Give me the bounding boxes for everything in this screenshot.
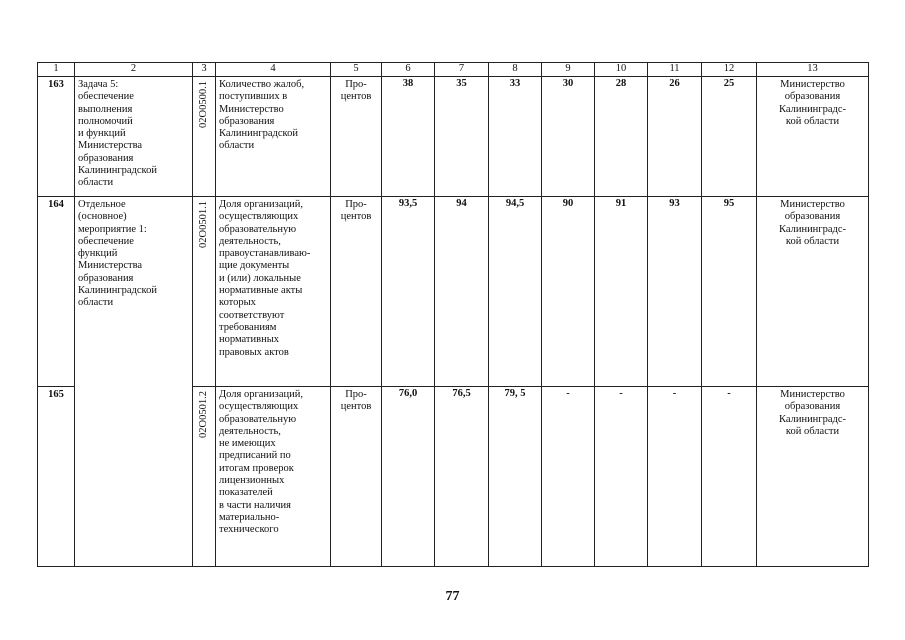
- text-line: деятельность,: [219, 235, 281, 247]
- column-number: 8: [489, 63, 542, 77]
- column-number: 4: [216, 63, 331, 77]
- column-number: 2: [75, 63, 193, 77]
- task-cell: [75, 77, 193, 197]
- value-cell: 30: [542, 77, 595, 197]
- text-line: кой области: [785, 425, 840, 437]
- indicator-cell: [216, 77, 331, 197]
- value-cell: 26: [648, 77, 702, 197]
- column-number: 10: [595, 63, 648, 77]
- text-line: образовательную: [219, 223, 297, 235]
- text-line: Министерства: [78, 140, 143, 152]
- table-row: [38, 77, 869, 197]
- text-line: кой области: [785, 235, 840, 247]
- column-number: 5: [331, 63, 382, 77]
- text-line: и функций: [78, 128, 126, 140]
- text-line: Министерство: [219, 103, 284, 115]
- text-line: осуществляющих: [219, 211, 299, 223]
- value-cell: 33: [489, 77, 542, 197]
- value-cell: 93,5: [382, 197, 435, 387]
- text-line: выполнения: [78, 103, 133, 115]
- text-line: соответствуют: [219, 309, 285, 321]
- text-line: правоустанавливаю-: [219, 248, 311, 260]
- text-line: Калининградс-: [778, 413, 847, 425]
- text-line: Министерство: [780, 199, 845, 210]
- unit-cell: [331, 77, 382, 197]
- column-number: 9: [542, 63, 595, 77]
- text-line: которых: [219, 297, 256, 309]
- text-line: центов: [340, 91, 372, 103]
- value-cell: 94,5: [489, 197, 542, 387]
- text-line: мероприятие 1:: [78, 223, 147, 235]
- text-line: области: [78, 297, 114, 309]
- text-line: нормативных: [219, 334, 280, 346]
- value-cell: 28: [595, 77, 648, 197]
- text-line: полномочий: [78, 115, 133, 127]
- text-line: Задача 5:: [78, 79, 119, 90]
- text-line: обеспечение: [78, 91, 134, 103]
- indicator-cell: [216, 387, 331, 567]
- value-cell: 95: [702, 197, 757, 387]
- value-cell: -: [542, 387, 595, 567]
- text-line: функций: [78, 248, 118, 260]
- text-line: Про-: [345, 389, 367, 400]
- page-number: 77: [445, 589, 460, 604]
- text-line: деятельность,: [219, 425, 281, 437]
- value-cell: 76,0: [382, 387, 435, 567]
- text-line: Калининградс-: [778, 223, 847, 235]
- text-line: Калининградс-: [778, 103, 847, 115]
- value-cell: 76,5: [435, 387, 489, 567]
- text-line: предписаний по: [219, 450, 291, 462]
- column-number: 13: [757, 63, 869, 77]
- text-line: лицензионных: [219, 475, 285, 487]
- text-line: области: [78, 177, 114, 189]
- text-line: правовых актов: [219, 346, 289, 358]
- text-line: Доля организаций,: [219, 199, 303, 210]
- text-line: поступивших в: [219, 91, 288, 103]
- text-line: Доля организаций,: [219, 389, 303, 400]
- unit-cell: [331, 387, 382, 567]
- text-line: образования: [784, 91, 841, 103]
- value-cell: -: [595, 387, 648, 567]
- value-cell: 38: [382, 77, 435, 197]
- text-line: центов: [340, 401, 372, 413]
- value-cell: 94: [435, 197, 489, 387]
- text-line: (основное): [78, 211, 127, 223]
- value-cell: 79, 5: [489, 387, 542, 567]
- text-line: технического: [219, 524, 279, 536]
- value-cell: -: [702, 387, 757, 567]
- text-line: не имеющих: [219, 438, 276, 450]
- indicator-code: 02O0501.1: [197, 201, 209, 248]
- code-cell: [193, 197, 216, 387]
- text-line: образования: [219, 115, 275, 127]
- text-line: показателей: [219, 487, 273, 499]
- text-line: осуществляющих: [219, 401, 299, 413]
- text-line: образования: [78, 272, 134, 284]
- table-row: [38, 197, 869, 387]
- text-line: щие документы: [219, 260, 290, 272]
- text-line: нормативные акты: [219, 285, 303, 297]
- text-line: Отдельное: [78, 199, 126, 210]
- column-number: 6: [382, 63, 435, 77]
- text-line: образовательную: [219, 413, 297, 425]
- text-line: Министерство: [780, 389, 845, 400]
- responsible-cell: [757, 387, 869, 567]
- value-cell: 35: [435, 77, 489, 197]
- value-cell: 25: [702, 77, 757, 197]
- column-number: 12: [702, 63, 757, 77]
- indicator-cell: [216, 197, 331, 387]
- column-number: 7: [435, 63, 489, 77]
- value-cell: 90: [542, 197, 595, 387]
- value-cell: 91: [595, 197, 648, 387]
- column-number: 1: [38, 63, 75, 77]
- value-cell: 93: [648, 197, 702, 387]
- column-number: 3: [193, 63, 216, 77]
- text-line: Калининградской: [78, 165, 157, 177]
- row-number: 165: [38, 387, 75, 567]
- row-number: 164: [38, 197, 75, 387]
- text-line: Калининградской: [219, 128, 298, 140]
- text-line: в части наличия: [219, 499, 291, 511]
- text-line: образования: [78, 152, 134, 164]
- text-line: Про-: [345, 79, 367, 90]
- text-line: кой области: [785, 115, 840, 127]
- text-line: требованиям: [219, 321, 277, 333]
- text-line: обеспечение: [78, 235, 134, 247]
- text-line: и (или) локальные: [219, 272, 301, 284]
- text-line: материально-: [219, 511, 280, 523]
- task-cell: [75, 197, 193, 567]
- indicators-table: [37, 62, 869, 567]
- text-line: образования: [784, 401, 841, 413]
- indicator-code: 02O0501.2: [197, 391, 209, 438]
- text-line: Про-: [345, 199, 367, 210]
- text-line: образования: [784, 211, 841, 223]
- responsible-cell: [757, 77, 869, 197]
- value-cell: -: [648, 387, 702, 567]
- column-number: 11: [648, 63, 702, 77]
- text-line: Калининградской: [78, 285, 157, 297]
- row-number: 163: [38, 77, 75, 197]
- text-line: Количество жалоб,: [219, 79, 305, 90]
- text-line: Министерства: [78, 260, 143, 272]
- unit-cell: [331, 197, 382, 387]
- code-cell: [193, 77, 216, 197]
- responsible-cell: [757, 197, 869, 387]
- indicator-code: 02O0500.1: [197, 81, 209, 128]
- code-cell: [193, 387, 216, 567]
- text-line: итогам проверок: [219, 462, 294, 474]
- column-number-row: [38, 63, 869, 77]
- text-line: Министерство: [780, 79, 845, 90]
- text-line: области: [219, 140, 255, 152]
- text-line: центов: [340, 211, 372, 223]
